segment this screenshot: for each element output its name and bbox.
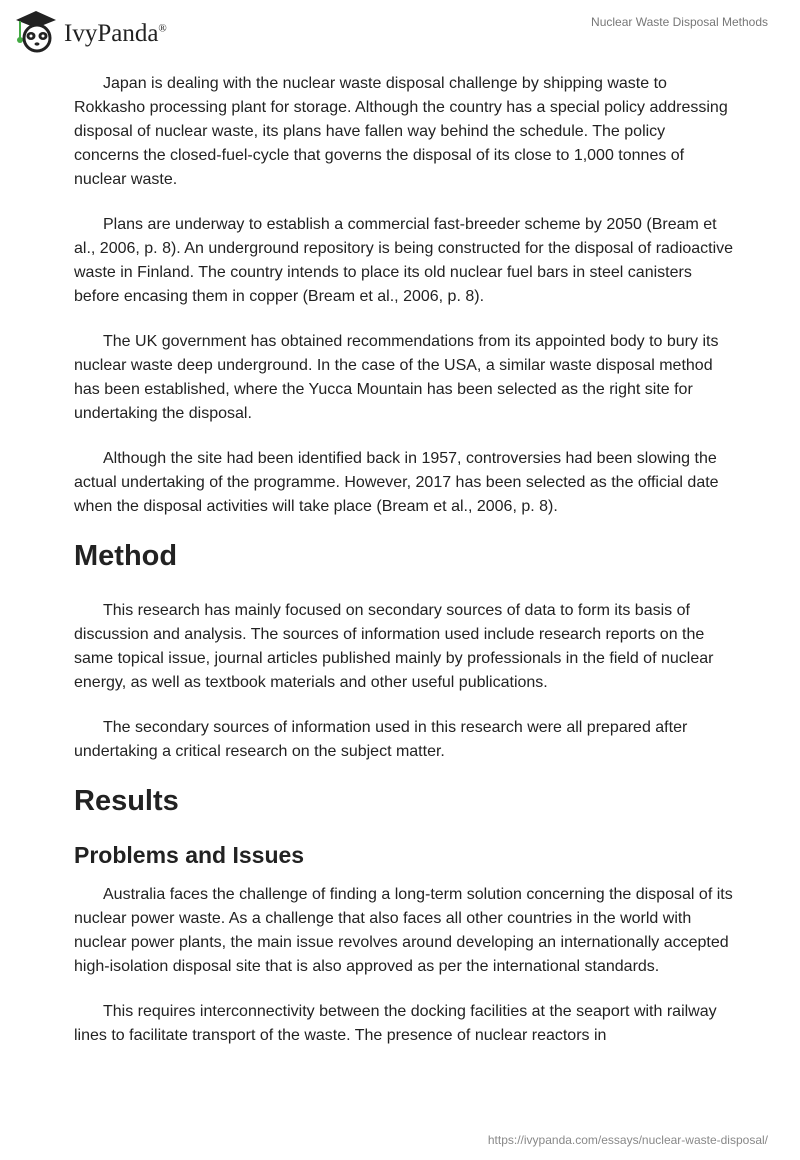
paragraph: Although the site had been identified back in 1957, controversies had been slowing the actual undertaking of the programme. However, 2017 has been selected as the official date when the disposal activities will take place (Bream et al., 2006, p. 8).: [74, 450, 719, 515]
section-heading-method: Method: [74, 540, 178, 572]
paragraph: Plans are underway to establish a commercial fast-breeder scheme by 2050 (Bream et al., 2006, p. 8). An underground repository is being constructed for the disposal of radioactive waste in Finland. The country intends to place its old nuclear fuel bars in steel canisters before encasing them in copper (Bream et al., 2006, p. 8).: [74, 216, 734, 305]
page-header: [0, 0, 800, 60]
paragraph: This research has mainly focused on secondary sources of data to form its basis of discussion and analysis. The sources of information used include research reports on the same topical issue, journal articles published mainly by professionals in the field of nuclear energy, as well as textbook materials and other useful publications.: [74, 602, 714, 691]
logo-text: IvyPanda®: [64, 20, 167, 47]
document-title: Nuclear Waste Disposal Methods: [591, 15, 768, 29]
section-heading-results: Results: [74, 785, 179, 817]
paragraph: This requires interconnectivity between the docking facilities at the seaport with railway lines to facilitate transport of the waste. The presence of nuclear reactors in: [74, 1003, 717, 1044]
ivypanda-logo[interactable]: [12, 8, 167, 54]
paragraph: Japan is dealing with the nuclear waste disposal challenge by shipping waste to Rokkasho processing plant for storage. Although the country has a special policy addressing disposal of nuclear waste, its plans have fallen way behind the schedule. The policy concerns the closed-fuel-cycle that governs the disposal of its close to 1,000 tonnes of nuclear waste.: [74, 75, 728, 188]
paragraph: The UK government has obtained recommendations from its appointed body to bury its nuclear waste deep underground. In the case of the USA, a similar waste disposal method has been established, where the Yucca Mountain has been selected as the right site for undertaking the disposal.: [74, 333, 719, 422]
subheading-problems-and-issues: Problems and Issues: [74, 842, 305, 868]
panda-graduate-icon: [12, 8, 58, 54]
essay-content: [74, 72, 734, 1069]
paragraph: Australia faces the challenge of finding a long-term solution concerning the disposal of its nuclear power waste. As a challenge that also faces all other countries in the world with nuclear power plants, the main issue revolves around developing an internationally accepted high-isolation disposal site that is also approved as per the international standards.: [74, 886, 733, 975]
paragraph: The secondary sources of information used in this research were all prepared after undertaking a critical research on the subject matter.: [74, 719, 688, 760]
source-url[interactable]: https://ivypanda.com/essays/nuclear-waste-disposal/: [487, 1133, 768, 1147]
